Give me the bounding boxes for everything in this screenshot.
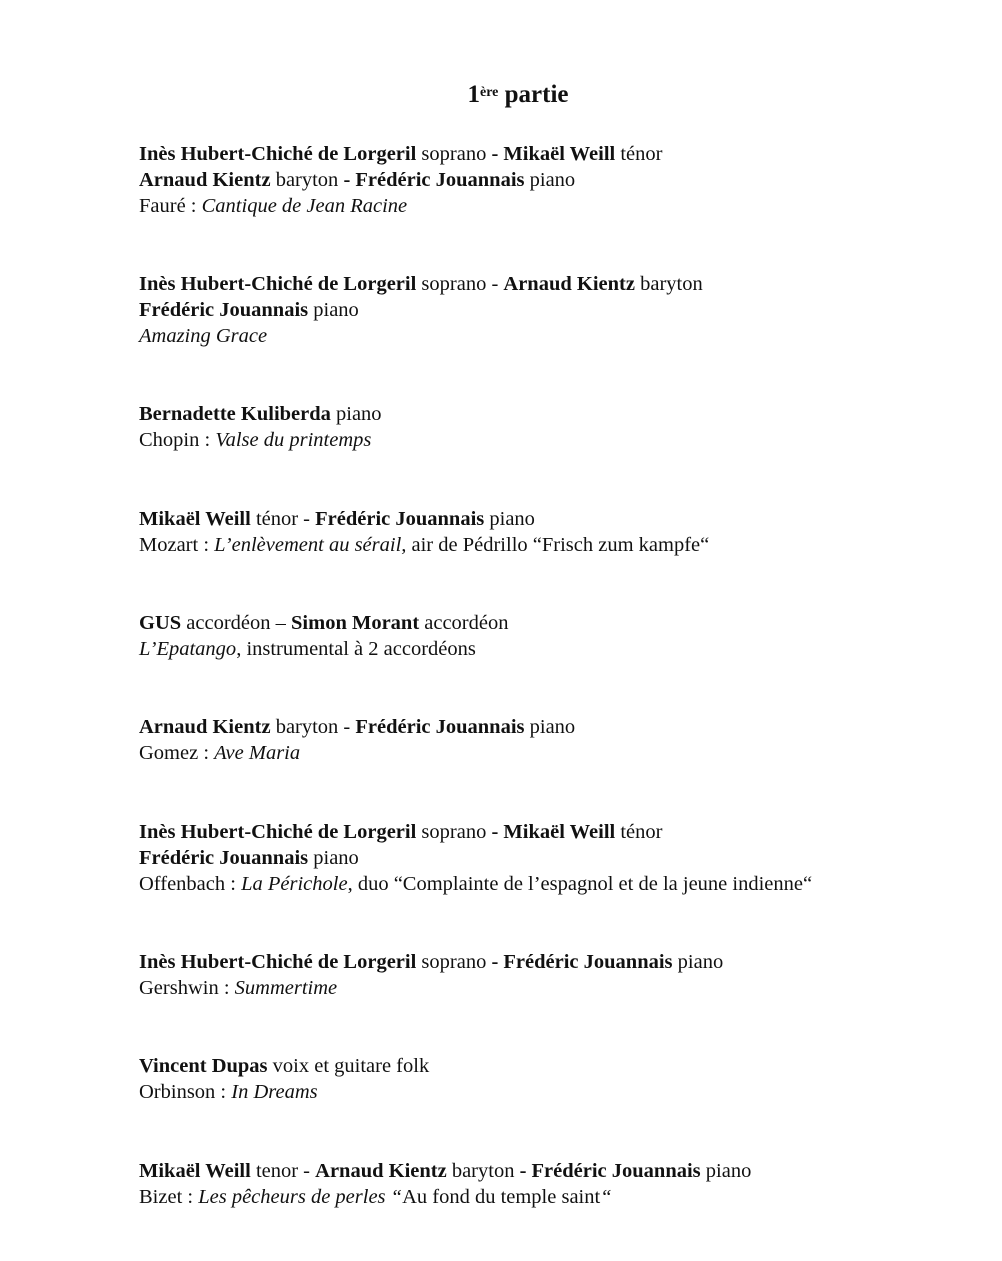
text-segment: , instrumental à 2 accordéons bbox=[236, 638, 476, 660]
text-segment: Offenbach : bbox=[139, 873, 242, 895]
program-entry bbox=[139, 714, 969, 766]
title-superscript: ère bbox=[479, 85, 499, 100]
performers-line bbox=[139, 401, 969, 427]
performer-name: - Mikaël Weill bbox=[491, 143, 616, 165]
performers-line bbox=[139, 1158, 969, 1184]
work-title: L’Epatango bbox=[139, 638, 237, 660]
work-title: Cantique de Jean Racine bbox=[201, 195, 408, 217]
piece-line bbox=[139, 975, 969, 1001]
text-segment: Gomez : bbox=[139, 742, 215, 764]
performers-line bbox=[139, 949, 969, 975]
piece-line bbox=[139, 532, 969, 558]
text-segment: accordéon – bbox=[181, 612, 292, 634]
work-title: Ave Maria bbox=[214, 742, 301, 764]
program-entry bbox=[139, 1158, 969, 1210]
text-segment: piano bbox=[672, 951, 724, 973]
text-segment: baryton bbox=[446, 1160, 520, 1182]
piece-line bbox=[139, 1184, 969, 1210]
piece-line bbox=[139, 636, 969, 662]
title-number: 1 bbox=[467, 81, 480, 108]
text-segment: Bizet : bbox=[139, 1186, 199, 1208]
text-segment: air de Pédrillo “Frisch zum kampfe“ bbox=[406, 534, 710, 556]
performers-line bbox=[139, 141, 969, 167]
performers-line bbox=[139, 845, 969, 871]
performers-line bbox=[139, 714, 969, 740]
piece-line bbox=[139, 323, 969, 349]
text-segment: soprano bbox=[416, 951, 492, 973]
performers-line bbox=[139, 297, 969, 323]
work-title: Les pêcheurs de perles “ bbox=[198, 1186, 403, 1208]
text-segment: Au fond du temple saint bbox=[402, 1186, 601, 1208]
text-segment: accordéon bbox=[419, 612, 509, 634]
performer-name: - Frédéric Jouannais bbox=[491, 951, 673, 973]
page-title bbox=[0, 78, 1002, 112]
performers-line bbox=[139, 271, 969, 297]
program-entry bbox=[139, 1053, 969, 1105]
performer-name: Simon Morant bbox=[291, 612, 420, 634]
text-segment: ténor bbox=[615, 821, 663, 843]
piece-line bbox=[139, 193, 969, 219]
program-entry bbox=[139, 949, 969, 1001]
program-entry bbox=[139, 141, 969, 219]
work-title: “ bbox=[600, 1186, 612, 1208]
text-segment: baryton bbox=[634, 273, 703, 295]
text-segment: tenor - bbox=[250, 1160, 316, 1182]
performer-name: Inès Hubert-Chiché de Lorgeril bbox=[139, 143, 417, 165]
performer-name: Arnaud Kientz bbox=[315, 1160, 447, 1182]
performer-name: Frédéric Jouannais bbox=[355, 716, 525, 738]
work-title: Amazing Grace bbox=[139, 325, 268, 347]
text-segment: piano bbox=[330, 403, 382, 425]
work-title: Valse du printemps bbox=[215, 429, 372, 451]
performer-name: - Frédéric Jouannais bbox=[343, 169, 525, 191]
performer-name: Inès Hubert-Chiché de Lorgeril bbox=[139, 951, 417, 973]
work-title: In Dreams bbox=[231, 1081, 318, 1103]
performer-name: - Frédéric Jouannais bbox=[519, 1160, 701, 1182]
piece-line bbox=[139, 427, 969, 453]
performers-line bbox=[139, 1053, 969, 1079]
piece-line bbox=[139, 740, 969, 766]
text-segment: piano bbox=[524, 169, 576, 191]
text-segment: soprano bbox=[416, 821, 492, 843]
performers-line bbox=[139, 506, 969, 532]
text-segment: ténor bbox=[615, 143, 663, 165]
text-segment: piano bbox=[524, 716, 576, 738]
performer-name: GUS bbox=[139, 612, 182, 634]
performers-line bbox=[139, 819, 969, 845]
work-title: L’enlèvement au sérail, bbox=[214, 534, 407, 556]
text-segment: baryton - bbox=[270, 716, 356, 738]
program-entry bbox=[139, 506, 969, 558]
performer-name: Arnaud Kientz bbox=[139, 716, 271, 738]
performer-name: Vincent Dupas bbox=[139, 1055, 268, 1077]
piece-line bbox=[139, 871, 969, 897]
performer-name: Arnaud Kientz bbox=[139, 169, 271, 191]
text-segment: , duo “Complainte de l’espagnol et de la jeune indienne“ bbox=[347, 873, 813, 895]
text-segment: voix et guitare folk bbox=[267, 1055, 430, 1077]
performer-name: Inès Hubert-Chiché de Lorgeril bbox=[139, 821, 417, 843]
performer-name: Frédéric Jouannais bbox=[139, 847, 309, 869]
text-segment: piano bbox=[308, 299, 359, 321]
program-entry bbox=[139, 610, 969, 662]
text-segment: soprano bbox=[416, 143, 492, 165]
work-title: La Périchole bbox=[241, 873, 348, 895]
title-word: partie bbox=[504, 81, 569, 108]
performer-name: Frédéric Jouannais bbox=[315, 508, 485, 530]
text-segment: Mozart : bbox=[139, 534, 215, 556]
performer-name: Frédéric Jouannais bbox=[139, 299, 309, 321]
text-segment: Chopin : bbox=[139, 429, 216, 451]
text-segment: soprano - bbox=[416, 273, 504, 295]
text-segment: piano bbox=[700, 1160, 752, 1182]
performers-line bbox=[139, 167, 969, 193]
program-entry bbox=[139, 271, 969, 349]
performers-line bbox=[139, 610, 969, 636]
program-entry bbox=[139, 819, 969, 897]
work-title: Summertime bbox=[234, 977, 338, 999]
performer-name: Mikaël Weill bbox=[139, 508, 251, 530]
text-segment: Orbinson : bbox=[139, 1081, 232, 1103]
text-segment: Fauré : bbox=[139, 195, 202, 217]
text-segment: piano bbox=[484, 508, 535, 530]
performer-name: Bernadette Kuliberda bbox=[139, 403, 331, 425]
performer-name: Inès Hubert-Chiché de Lorgeril bbox=[139, 273, 417, 295]
text-segment: Gershwin : bbox=[139, 977, 235, 999]
performer-name: - Mikaël Weill bbox=[491, 821, 616, 843]
text-segment: piano bbox=[308, 847, 359, 869]
text-segment: ténor - bbox=[250, 508, 316, 530]
performer-name: Mikaël Weill bbox=[139, 1160, 251, 1182]
program-entry bbox=[139, 401, 969, 453]
piece-line bbox=[139, 1079, 969, 1105]
performer-name: Arnaud Kientz bbox=[503, 273, 635, 295]
text-segment: baryton bbox=[270, 169, 344, 191]
